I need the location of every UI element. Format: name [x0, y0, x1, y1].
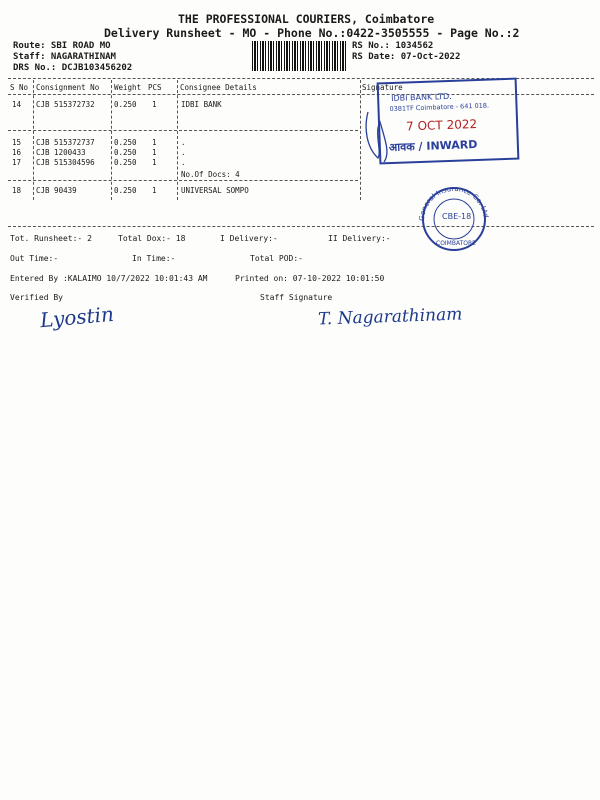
row-rule	[8, 180, 358, 181]
stamp-round-city: COIMBATORE	[436, 240, 476, 247]
col-sno: S No	[10, 83, 29, 92]
row-consignee: .	[181, 138, 186, 147]
table-bottom-rule	[8, 226, 594, 227]
stamp-round-text: General Insurance Co. Ltd	[417, 184, 490, 222]
rs-date: RS Date: 07-Oct-2022	[352, 52, 461, 62]
row-sno: 17	[12, 158, 22, 167]
row-consignee: .	[181, 148, 186, 157]
row-consignment: CJB 515372732	[36, 100, 95, 109]
row-consignment: CJB 90439	[36, 186, 77, 195]
row-sno: 15	[12, 138, 22, 147]
row-pcs: 1	[152, 148, 157, 157]
insurance-round-stamp	[412, 183, 496, 253]
row-pcs: 1	[152, 138, 157, 147]
col-consignment: Consignment No	[36, 83, 100, 92]
col-divider	[111, 80, 112, 200]
drs-number: DRS No.: DCJB103456202	[13, 63, 133, 73]
col-signature: Signature	[362, 83, 403, 92]
stamp-inward: आवक / INWARD	[388, 137, 478, 155]
verified-by-label: Verified By	[10, 293, 63, 302]
total-pod: Total POD:-	[250, 254, 303, 263]
row-rule	[8, 130, 358, 131]
total-dox: Total Dox:- 18	[118, 234, 186, 243]
staff-signature-label: Staff Signature	[260, 293, 333, 302]
row-consignment: CJB 515372737	[36, 138, 95, 147]
col-pcs: PCS	[148, 83, 162, 92]
runsheet-subtitle: Delivery Runsheet - MO - Phone No.:0422-3505555 - Page No.:2	[104, 26, 520, 40]
row-sno: 14	[12, 100, 22, 109]
row-consignee: IDBI BANK	[181, 100, 222, 109]
out-time: Out Time:-	[10, 254, 59, 263]
stamp-branch: 0381TF Coimbatore - 641 018.	[389, 101, 490, 114]
row-pcs: 1	[152, 158, 157, 167]
col-consignee: Consignee Details	[180, 83, 257, 92]
no-of-docs: No.Of Docs: 4	[181, 170, 240, 179]
staff-label: Staff: NAGARATHINAM	[13, 52, 116, 62]
tot-runsheet: Tot. Runsheet:- 2	[10, 234, 92, 243]
row-consignment: CJB 1200433	[36, 148, 86, 157]
in-time: In Time:-	[132, 254, 176, 263]
verifier-signature: Lyostin	[39, 301, 115, 333]
stamp-date: 7 OCT 2022	[405, 116, 478, 134]
staff-handwritten-signature: T. Nagarathinam	[317, 304, 463, 330]
col-divider	[33, 80, 34, 200]
row-weight: 0.250	[114, 158, 137, 167]
row-weight: 0.250	[114, 100, 137, 109]
i-delivery: I Delivery:-	[220, 234, 278, 243]
row-weight: 0.250	[114, 186, 137, 195]
stamp-round-code: CBE-18	[442, 212, 472, 221]
row-sno: 16	[12, 148, 22, 157]
stamp-bank-name: IDBI BANK LTD.	[391, 91, 452, 103]
row-consignment: CJB 515304596	[36, 158, 95, 167]
row-pcs: 1	[152, 186, 157, 195]
route-label: Route: SBI ROAD MO	[13, 41, 111, 51]
row-sno: 18	[12, 186, 22, 195]
col-divider	[177, 80, 178, 200]
rs-number: RS No.: 1034562	[352, 41, 434, 51]
barcode	[252, 41, 348, 71]
company-title: THE PROFESSIONAL COURIERS, Coimbatore	[178, 12, 435, 26]
col-weight: Weight	[114, 83, 142, 92]
row-weight: 0.250	[114, 148, 137, 157]
row-consignee: .	[181, 158, 186, 167]
bank-inward-stamp	[377, 78, 520, 165]
ii-delivery: II Delivery:-	[328, 234, 391, 243]
row-weight: 0.250	[114, 138, 137, 147]
row-consignee: UNIVERSAL SOMPO	[181, 186, 249, 195]
entered-by: Entered By :KALAIMO 10/7/2022 10:01:43 AM	[10, 274, 208, 283]
printed-on: Printed on: 07-10-2022 10:01:50	[235, 274, 385, 283]
row-pcs: 1	[152, 100, 157, 109]
